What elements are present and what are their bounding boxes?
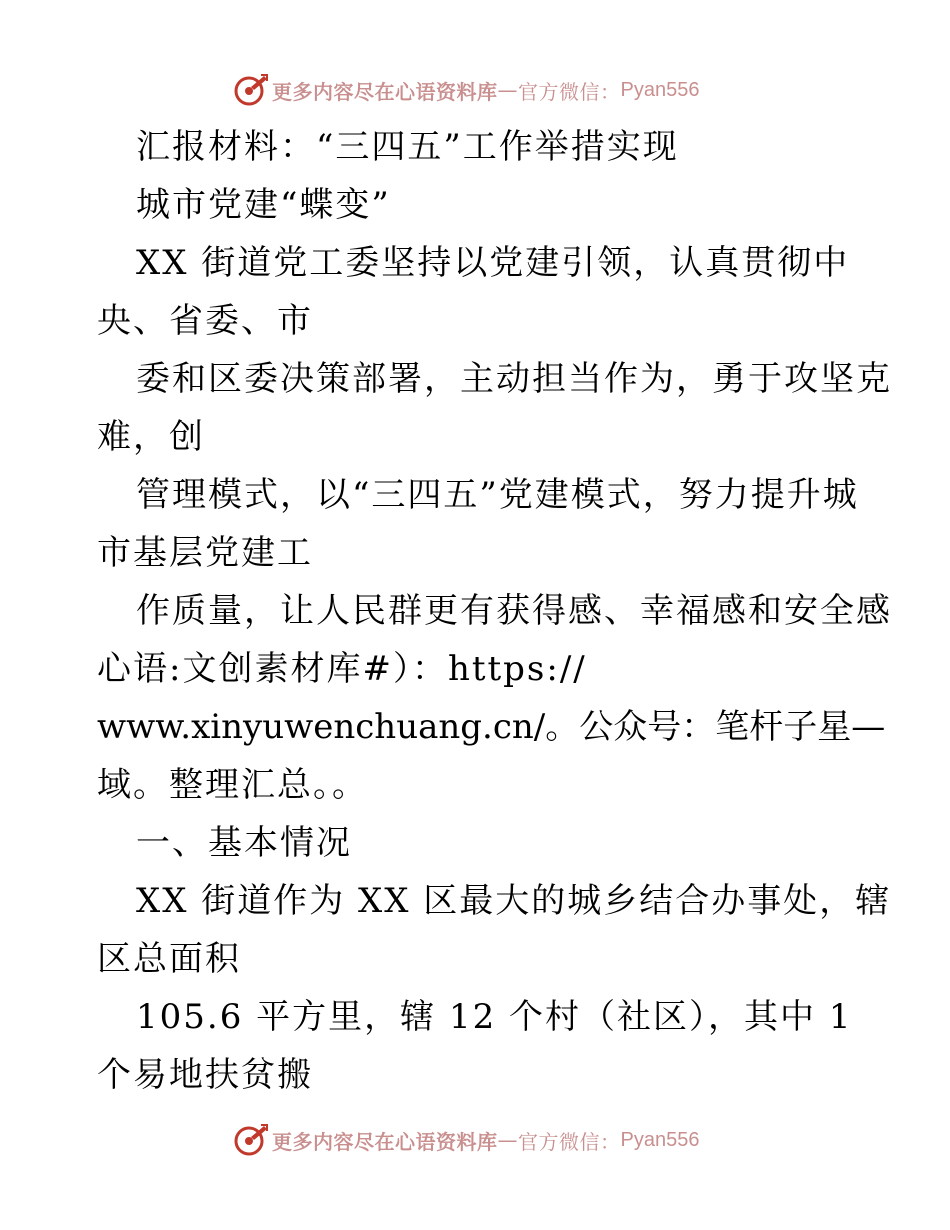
wechat-id: Pyan556 xyxy=(620,1128,700,1151)
text-line: 105.6 平方里，辖 12 个村（社区），其中 1 xyxy=(136,997,853,1037)
text-line: 委和区委决策部署，主动担当作为，勇于攻坚克 xyxy=(136,359,892,399)
header-watermark-banner xyxy=(234,70,699,110)
text-line-title-2: 城市党建“蝶变” xyxy=(136,185,391,225)
text-line: XX 街道党工委坚持以党建引领，认真贯彻中 xyxy=(136,243,850,283)
text-line: 作质量，让人民群更有获得感、幸福感和安全感 xyxy=(136,591,892,631)
text-line: 难，创 xyxy=(97,417,205,457)
text-line: XX 街道作为 XX 区最大的城乡结合办事处，辖 xyxy=(136,881,892,921)
wechat-label: 官方微信： xyxy=(518,79,621,104)
text-line: 区总面积 xyxy=(97,939,241,979)
pen-circle-logo-icon xyxy=(234,73,268,107)
text-line: 管理模式，以“三四五”党建模式，努力提升城 xyxy=(136,475,859,515)
separator-dash: — xyxy=(497,1128,518,1152)
text-line: 央、省委、市 xyxy=(97,301,313,341)
promo-text: 更多内容尽在心语资料库 xyxy=(272,79,498,104)
text-line-source-url: www.xinyuwenchuang.cn/。公众号：笔杆子星— xyxy=(97,707,886,747)
promo-text: 更多内容尽在心语资料库 xyxy=(272,1129,498,1154)
footer-watermark-banner xyxy=(234,1120,699,1160)
wechat-label: 官方微信： xyxy=(518,1129,621,1154)
separator-dash: — xyxy=(497,78,518,102)
pen-circle-logo-icon xyxy=(234,1123,268,1157)
text-line: 市基层党建工 xyxy=(97,533,313,573)
text-line: 域。整理汇总。。 xyxy=(97,765,368,805)
text-line-title-1: 汇报材料：“三四五”工作举措实现 xyxy=(136,127,679,167)
section-heading: 一、基本情况 xyxy=(136,823,352,863)
text-line: 个易地扶贫搬 xyxy=(97,1055,313,1095)
wechat-id: Pyan556 xyxy=(620,78,700,101)
text-line-source: 心语:文创素材库#）：https:// xyxy=(97,649,587,689)
